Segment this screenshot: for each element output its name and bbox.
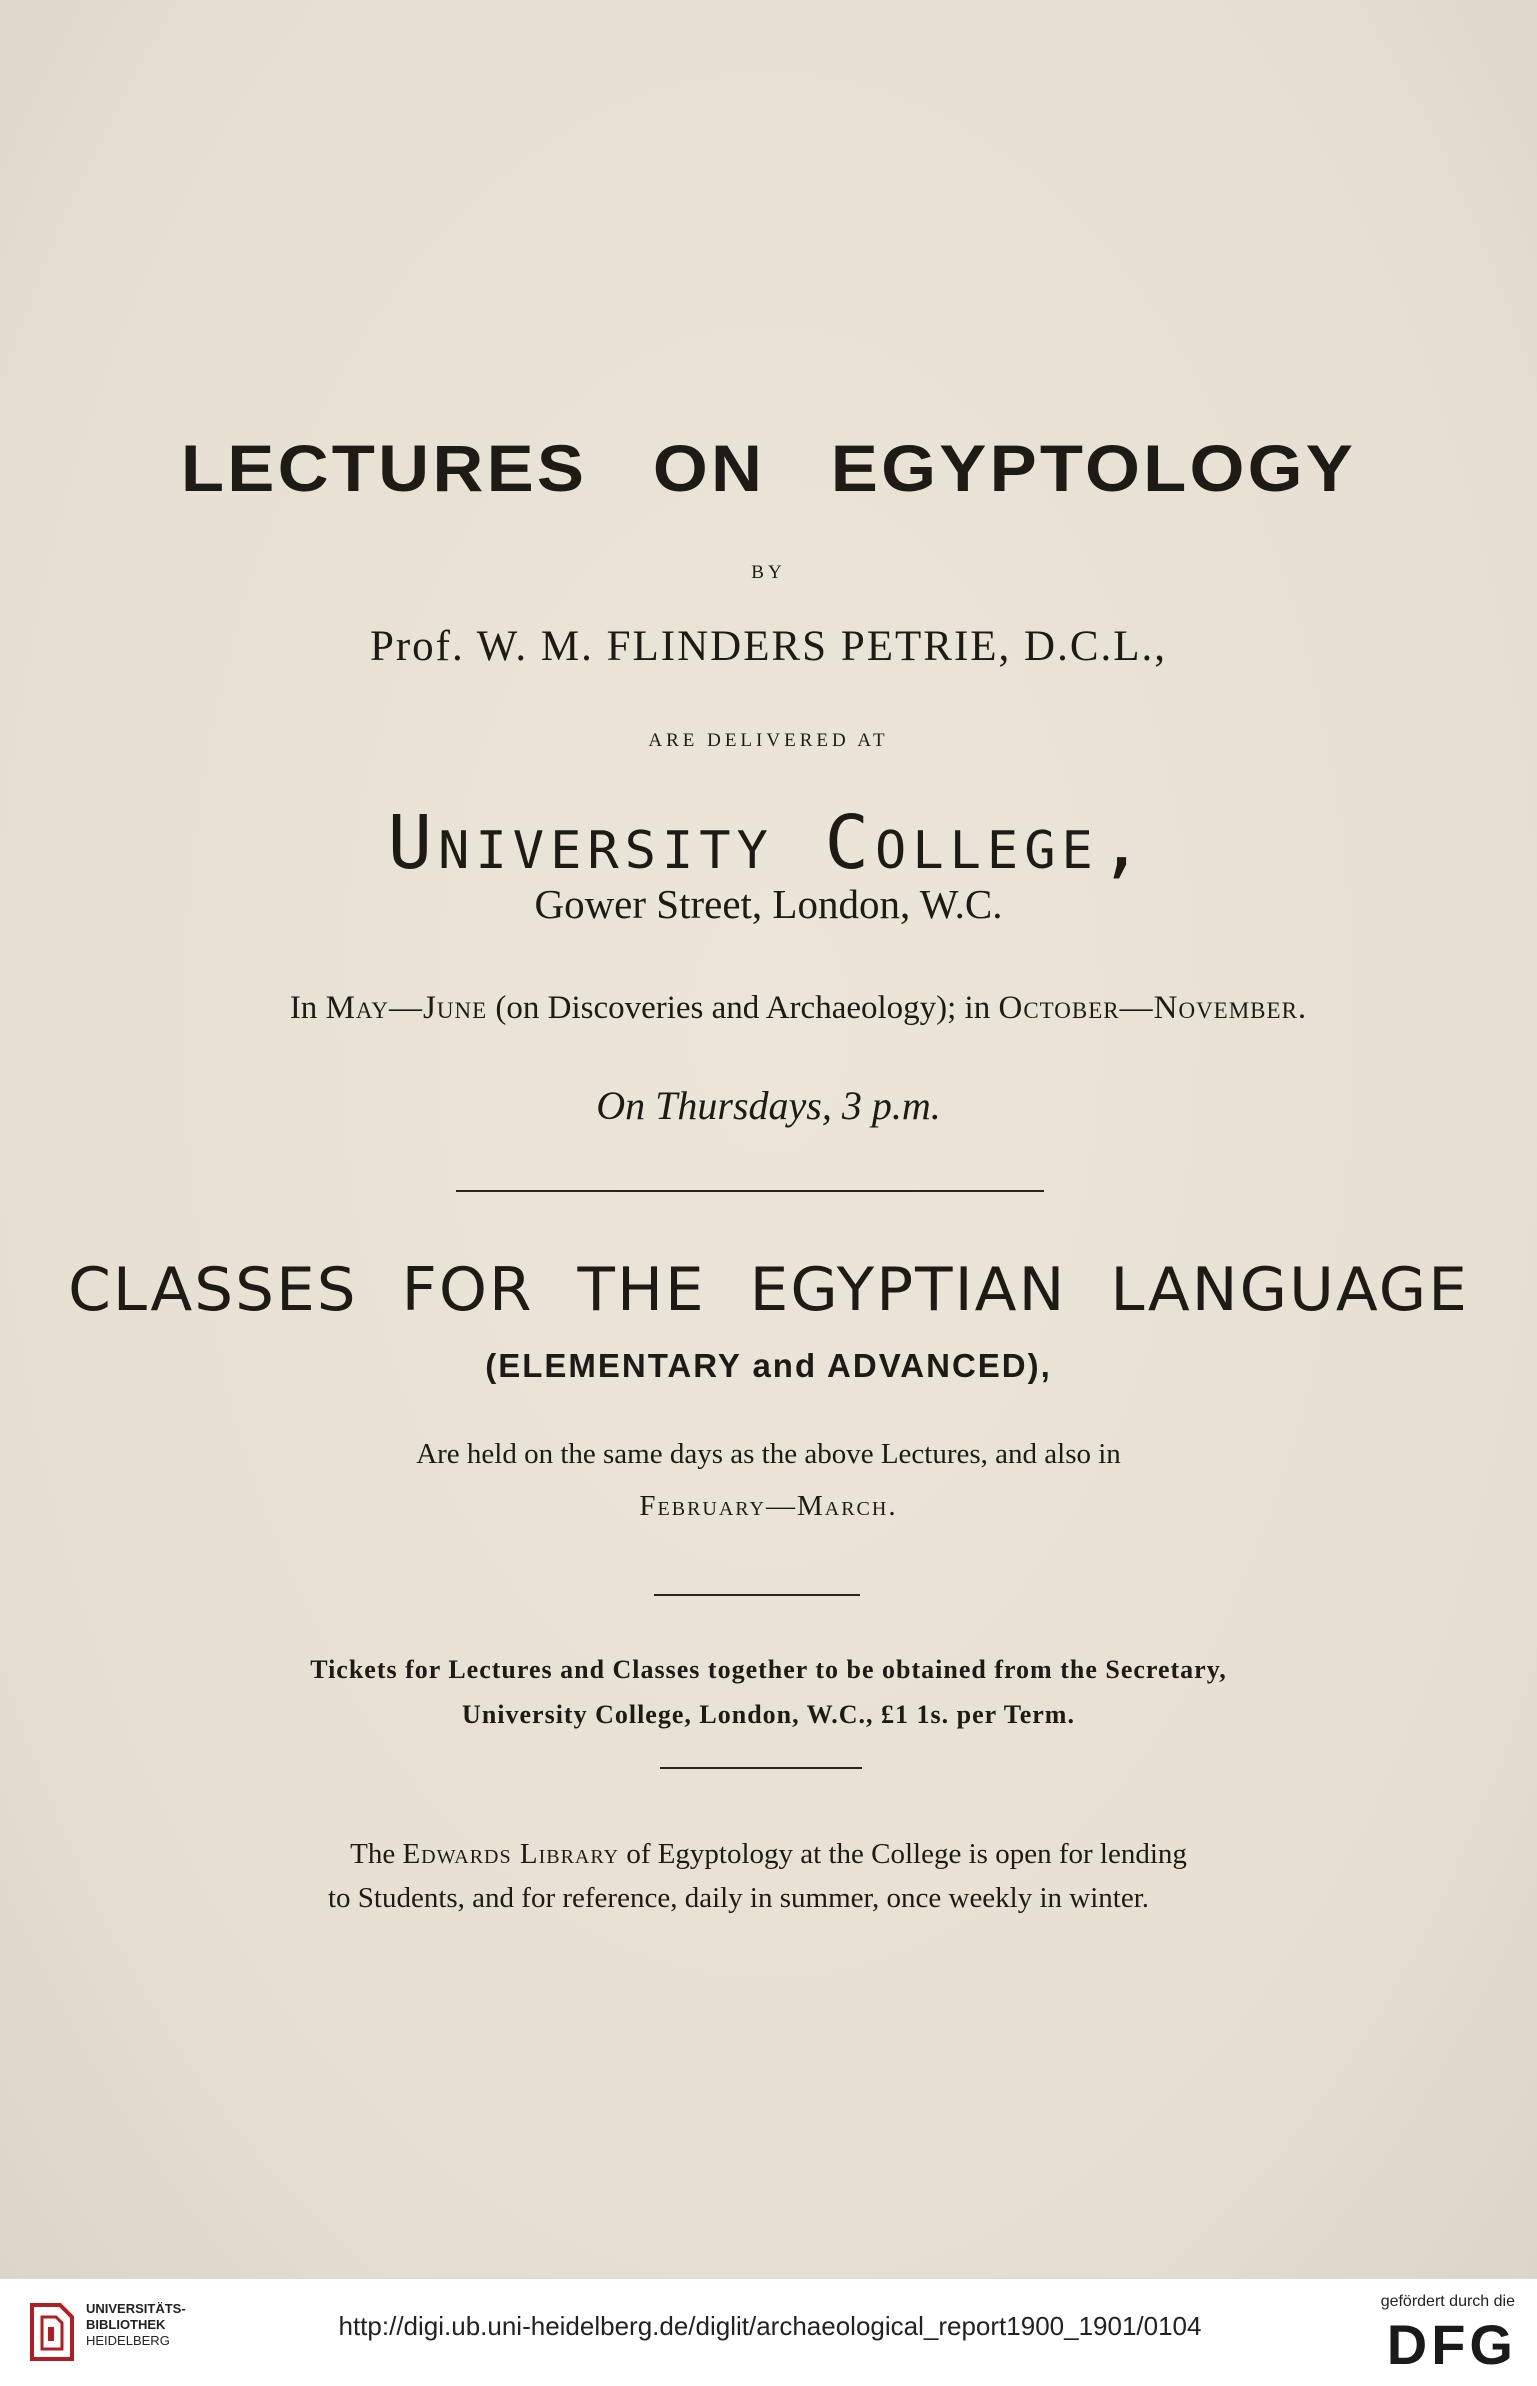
lecture-season — [30, 990, 1537, 1027]
season-in: In — [289, 990, 318, 1026]
author-line: Prof. W. M. FLINDERS PETRIE, D.C.L., — [369, 623, 1168, 670]
university-library-logo-icon — [26, 2301, 78, 2363]
library-name-line-2: BIBLIOTHEK — [86, 2317, 166, 2332]
permalink-url[interactable]: http://digi.ub.uni-heidelberg.de/diglit/archaeological_report1900_1901/0104 — [338, 2311, 1202, 2341]
divider-rule — [654, 1594, 860, 1596]
dfg-logo: DFG — [1386, 2313, 1517, 2376]
classes-held-line: Are held on the same days as the above Lectures, and also in — [416, 1438, 1121, 1470]
tickets-line-1: Tickets for Lectures and Classes together to be obtained from the Secretary, — [310, 1655, 1227, 1684]
library-rest: of Egyptology at the College is open for lending — [626, 1838, 1187, 1870]
viewer-footer — [0, 2278, 1537, 2386]
library-pre: The — [350, 1838, 396, 1870]
divider-rule — [456, 1190, 1044, 1192]
season-may-june: May—June — [325, 990, 488, 1026]
funded-by-label: gefördert durch die — [1380, 2293, 1515, 2310]
tickets-line-2: University College, London, W.C., £1 1s. per Term. — [462, 1700, 1075, 1729]
season-oct-nov: October—November. — [998, 990, 1308, 1026]
library-name-line-1: UNIVERSITÄTS- — [86, 2301, 186, 2316]
library-name-line-3: HEIDELBERG — [86, 2333, 170, 2348]
library-line-1 — [0, 1838, 1537, 1871]
by-label: BY — [751, 562, 786, 583]
classes-title: CLASSES FOR THE EGYPTIAN LANGUAGE — [68, 1255, 1469, 1325]
delivered-label: ARE DELIVERED AT — [648, 730, 889, 751]
classes-months: February—March. — [639, 1490, 898, 1522]
season-topic: (on Discoveries and Archaeology); in — [495, 990, 991, 1026]
university-library-name — [86, 2301, 186, 2349]
college-name: University College, — [387, 800, 1150, 886]
street-address: Gower Street, London, W.C. — [534, 881, 1003, 927]
library-name: Edwards Library — [402, 1838, 620, 1870]
lecture-time: On Thursdays, 3 p.m. — [596, 1083, 941, 1128]
library-line-2: to Students, and for reference, daily in summer, once weekly in winter. — [327, 1882, 1150, 1914]
classes-subtitle: (ELEMENTARY and ADVANCED), — [485, 1347, 1052, 1384]
lectures-title: LECTURES ON EGYPTOLOGY — [180, 431, 1357, 505]
divider-rule — [660, 1767, 862, 1769]
